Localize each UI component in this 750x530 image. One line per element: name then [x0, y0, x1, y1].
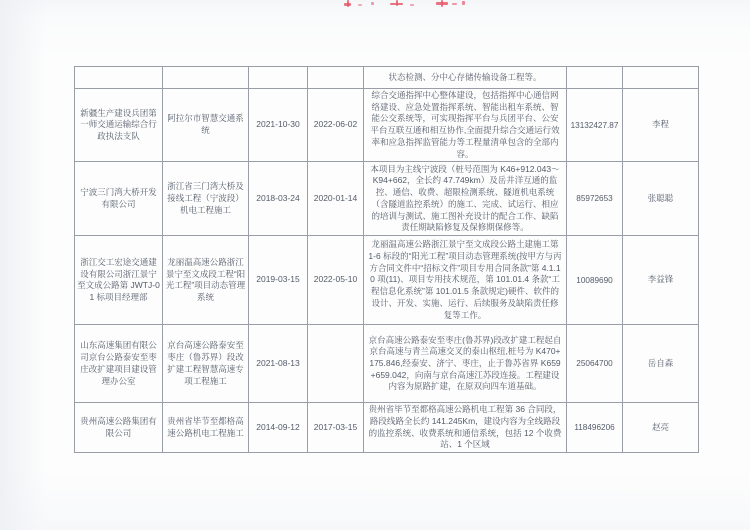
- amount-cell: 10089690: [567, 236, 623, 325]
- empty-cell: [75, 67, 163, 89]
- company-cell: 宁波三门湾大桥开发有限公司: [75, 162, 163, 236]
- amount-cell: 13132427.87: [567, 89, 623, 162]
- contact-cell: 李益锋: [623, 236, 699, 325]
- contact-cell: 赵亮: [623, 403, 699, 453]
- table-row-carryover: [75, 67, 699, 89]
- empty-cell: [623, 67, 699, 89]
- table-row: [75, 162, 699, 236]
- table-row: [75, 403, 699, 453]
- empty-cell: [249, 67, 308, 89]
- table-row: [75, 325, 699, 403]
- amount-cell: 25064700: [567, 325, 623, 403]
- start-date-cell: 2014-09-12: [249, 403, 308, 453]
- table-row: [75, 89, 699, 162]
- description-cell: 综合交通指挥中心整体建设，包括指挥中心通信网络建设、应急处置指挥系统、智能出租车系统、智能公交系统等，可实现指挥平台与兵团平台、公安平台互联互通和相互协作,全面提升综合交通运行效率和应急指挥监管能力等工程量清单包含的全部内容。: [364, 89, 567, 162]
- amount-cell: 85972653: [567, 162, 623, 236]
- end-date-cell: 2017-03-15: [308, 403, 364, 453]
- empty-cell: [567, 67, 623, 89]
- description-cell: 京台高速公路泰安至枣庄(鲁苏界)段改扩建工程起自京台高速与青兰高速交叉的泰山枢纽,桩号为 K470+175.846,经泰安、济宁、枣庄，止于鲁苏省界 K659+659.042，向南与京台高速江苏段连接。工程建设内容为原路扩建，在原双向四车道基础。: [364, 325, 567, 403]
- project-cell: 龙丽温高速公路浙江景宁至文成段工程“阳光工程”项目动态管理系统: [163, 236, 249, 325]
- company-cell: 浙江交工宏途交通建设有限公司浙江景宁至文成公路第 JWTJ-01 标项目经理部: [75, 236, 163, 325]
- end-date-cell: 2022-05-10: [308, 236, 364, 325]
- start-date-cell: 2018-03-24: [249, 162, 308, 236]
- company-cell: 贵州高速公路集团有限公司: [75, 403, 163, 453]
- start-date-cell: 2021-08-13: [249, 325, 308, 403]
- empty-cell: [308, 67, 364, 89]
- red-stamp-fragment: [344, 0, 474, 9]
- end-date-cell: 2022-06-02: [308, 89, 364, 162]
- project-cell: 浙江省三门湾大桥及接线工程（宁波段）机电工程施工: [163, 162, 249, 236]
- start-date-cell: 2021-10-30: [249, 89, 308, 162]
- start-date-cell: 2019-03-15: [249, 236, 308, 325]
- description-cell: 本项目为主线宁波段（桩号范围为 K46+912.043～K94+662，全长约 47.749km）及岳井洋互通的监控、通信、收费、超限检测系统、隧道机电系统（含隧道监控系统）的施工、完成、试运行、相应的培训与测试、施工图补充设计的配合工作、缺陷责任期缺陷修复及保修期保修等。: [364, 162, 567, 236]
- end-date-cell: [308, 325, 364, 403]
- company-cell: 新疆生产建设兵团第一师交通运输综合行政执法支队: [75, 89, 163, 162]
- project-cell: 贵州省毕节至都格高速公路机电工程施工: [163, 403, 249, 453]
- contact-cell: 张聪聪: [623, 162, 699, 236]
- project-cell: 京台高速公路泰安至枣庄（鲁苏界）段改扩建工程智慧高速专项工程施工: [163, 325, 249, 403]
- empty-cell: [163, 67, 249, 89]
- description-cell: 贵州省毕节至都格高速公路机电工程第 36 合同段，路段线路全长约 141.245Km，建设内容为全线路段的监控系统、收费系统和通信系统，包括 12 个收费站、1 个区域: [364, 403, 567, 453]
- company-cell: 山东高速集团有限公司京台公路泰安至枣庄改扩建项目建设管理办公室: [75, 325, 163, 403]
- contact-cell: 岳自森: [623, 325, 699, 403]
- description-cell: 龙丽温高速公路浙江景宁至文成段公路土建施工第 1-6 标段的“阳光工程”项目动态管理系统(按甲方与丙方合同文件中“招标文件”项目专用合同条款”第 4.1.10 项(11)、项目专用技术规范，第 101.01.4 条款“工程信息化系统”第 101.01.5 条款规定)硬件、软件的设计、开发、实施、运行、后续服务及缺陷责任修复等工作。: [364, 236, 567, 325]
- projects-table: [74, 66, 699, 453]
- project-cell: 阿拉尔市智慧交通系统: [163, 89, 249, 162]
- amount-cell: 118496206: [567, 403, 623, 453]
- contact-cell: 李程: [623, 89, 699, 162]
- table-row: [75, 236, 699, 325]
- end-date-cell: 2020-01-14: [308, 162, 364, 236]
- description-cell: 状态检测、分中心存储传输设备工程等。: [364, 67, 567, 89]
